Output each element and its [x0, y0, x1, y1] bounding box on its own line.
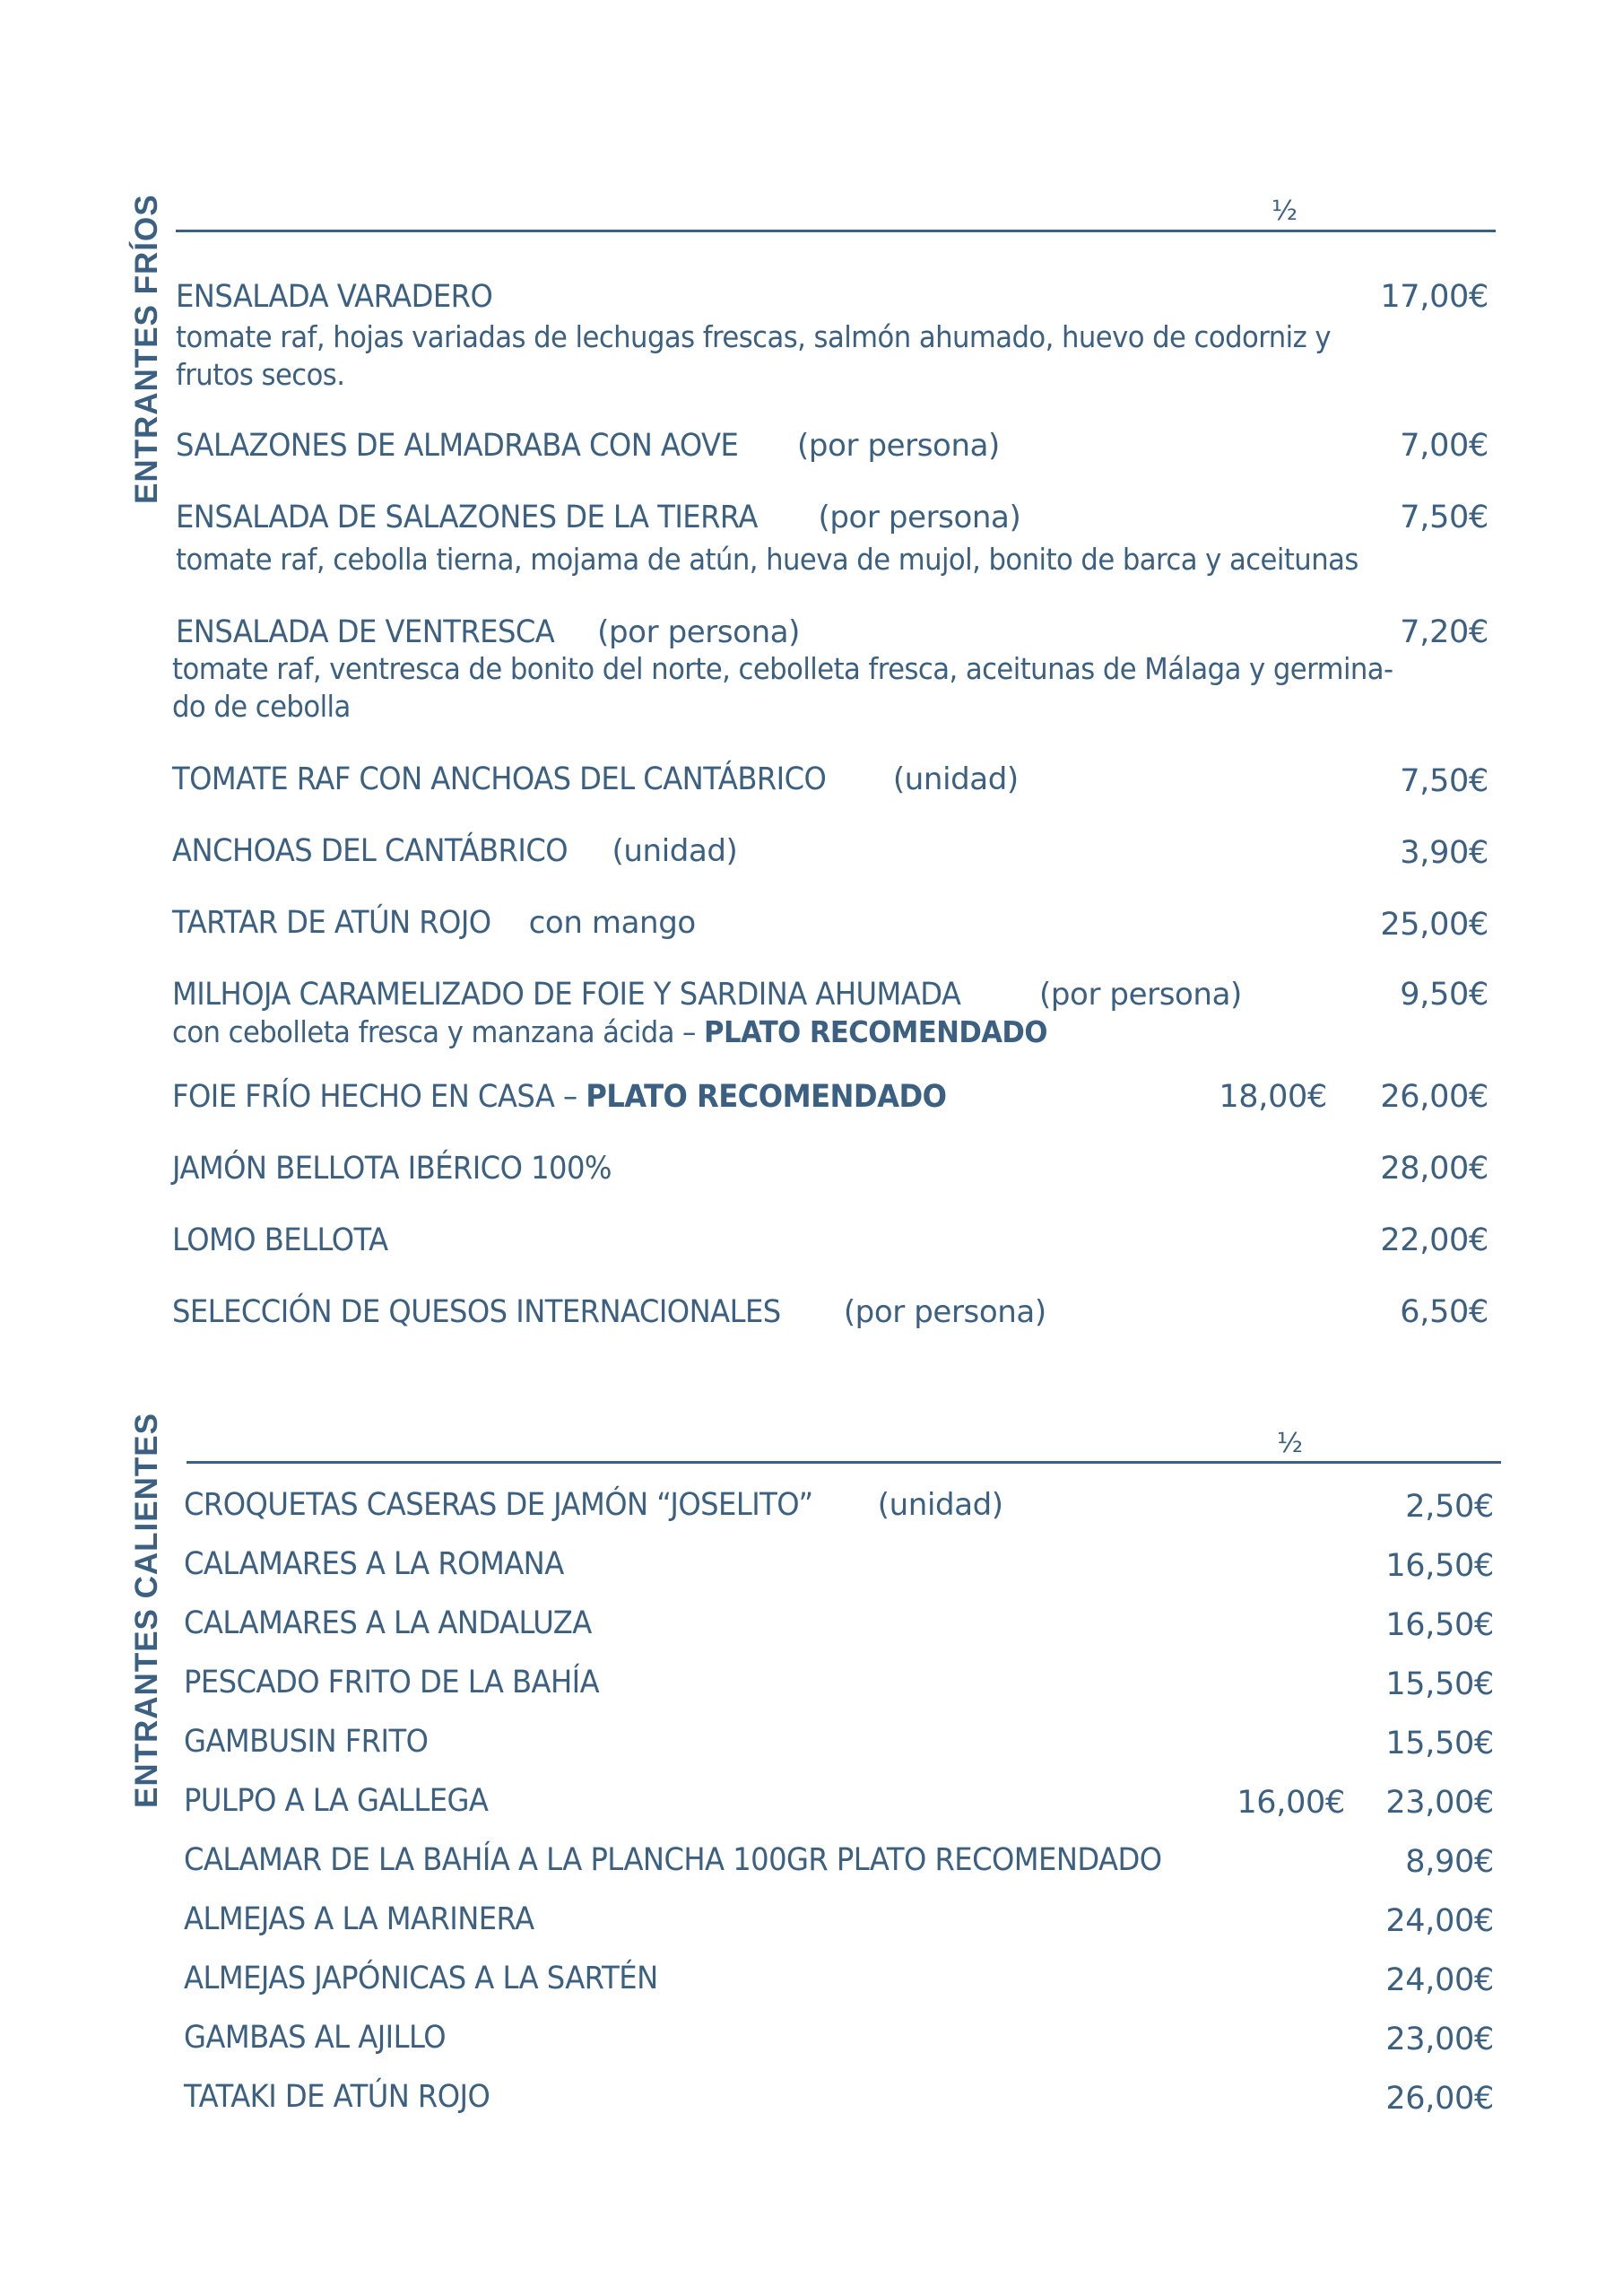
- menu-item-description: do de cebolla: [172, 689, 351, 724]
- menu-item-text: ENSALADA VARADERO: [176, 279, 493, 315]
- menu-item-name: [172, 977, 1242, 1013]
- menu-item-text: CALAMARES A LA ROMANA: [184, 1546, 564, 1582]
- menu-item-text: FOIE FRÍO HECHO EN CASA –: [172, 1079, 577, 1115]
- menu-item-name: [184, 1783, 515, 1819]
- menu-item-price: 24,00€: [1385, 1903, 1494, 1939]
- section-title-calientes: ENTRANTES CALIENTES: [129, 1413, 164, 1808]
- menu-item-text: ANCHOAS DEL CANTÁBRICO: [172, 833, 568, 869]
- menu-item-name: [184, 1901, 565, 1937]
- menu-item-name: [172, 761, 1019, 797]
- menu-item-price: 8,90€: [1405, 1844, 1494, 1880]
- menu-item-text: PESCADO FRITO DE LA BAHÍA: [184, 1665, 600, 1700]
- menu-item-text: TOMATE RAF CON ANCHOAS DEL CANTÁBRICO: [172, 761, 827, 797]
- menu-item-text: GAMBUSIN FRITO: [184, 1724, 429, 1760]
- menu-item-text: MILHOJA CARAMELIZADO DE FOIE Y SARDINA AHUMADA: [172, 977, 961, 1013]
- menu-item-name: [172, 1222, 407, 1258]
- menu-item-price: 23,00€: [1385, 2022, 1494, 2057]
- menu-item-text: ALMEJAS JAPÓNICAS A LA SARTÉN: [184, 1961, 658, 1996]
- menu-item-name: [172, 1079, 1014, 1115]
- menu-item-description: tomate raf, cebolla tierna, mojama de atún, hueva de mujol, bonito de barca y aceitunas: [176, 542, 1358, 577]
- menu-item-text: PULPO A LA GALLEGA: [184, 1783, 489, 1819]
- menu-item-name: [184, 1605, 627, 1641]
- menu-item-text: CALAMAR DE LA BAHÍA A LA PLANCHA 100GR PLATO RECOMENDADO: [184, 1842, 1162, 1878]
- menu-item-price: 2,50€: [1405, 1489, 1494, 1525]
- menu-item-half-price: 16,00€: [1237, 1785, 1345, 1821]
- menu-item-text: (por persona): [1039, 977, 1242, 1013]
- menu-item-description: [172, 1013, 1047, 1051]
- menu-item-description: tomate raf, hojas variadas de lechugas frescas, salmón ahumado, huevo de codorniz y: [176, 319, 1331, 354]
- menu-item-price: 6,50€: [1400, 1294, 1488, 1330]
- menu-item-text: (unidad): [877, 1487, 1003, 1523]
- menu-item-price: 16,50€: [1385, 1548, 1494, 1584]
- menu-item-text: (por persona): [597, 614, 801, 650]
- half-portion-header: ½: [1271, 196, 1298, 227]
- menu-item-name: [176, 428, 1000, 464]
- menu-item-name: [172, 905, 696, 941]
- menu-item-text: (unidad): [612, 833, 738, 869]
- menu-item-text: ALMEJAS A LA MARINERA: [184, 1901, 534, 1937]
- menu-item-text: ENSALADA DE VENTRESCA: [176, 614, 555, 650]
- menu-item-text: GAMBAS AL AJILLO: [184, 2020, 447, 2056]
- menu-item-price: 24,00€: [1385, 1962, 1494, 1998]
- menu-item-description: frutos secos.: [176, 357, 345, 392]
- menu-item-name: [184, 1842, 1246, 1878]
- menu-item-price: 22,00€: [1380, 1222, 1488, 1258]
- menu-item-description: tomate raf, ventresca de bonito del norte, cebolleta fresca, aceitunas de Málaga y germina-: [172, 651, 1393, 686]
- menu-item-text: CALAMARES A LA ANDALUZA: [184, 1605, 592, 1641]
- recommended-badge: PLATO RECOMENDADO: [704, 1014, 1047, 1049]
- menu-item-name: [176, 500, 1020, 535]
- menu-item-name: [184, 2020, 468, 2056]
- menu-item-text: CROQUETAS CASERAS DE JAMÓN “JOSELITO”: [184, 1487, 813, 1523]
- menu-item-price: 16,50€: [1385, 1607, 1494, 1643]
- menu-item-price: 26,00€: [1380, 1079, 1488, 1115]
- section-divider: [187, 1461, 1501, 1464]
- menu-item-price: 17,00€: [1380, 279, 1488, 315]
- menu-item-name: [184, 2079, 516, 2115]
- menu-item-text: (unidad): [892, 761, 1019, 797]
- menu-item-text: con cebolleta fresca y manzana ácida –: [172, 1014, 696, 1049]
- menu-item-price: 7,50€: [1400, 500, 1488, 535]
- menu-item-name: [184, 1665, 635, 1700]
- menu-item-text: LOMO BELLOTA: [172, 1222, 388, 1258]
- menu-item-text: con mango: [528, 905, 696, 941]
- menu-item-text: (por persona): [843, 1294, 1046, 1330]
- menu-item-price: 25,00€: [1380, 907, 1488, 943]
- menu-item-text: TARTAR DE ATÚN ROJO: [172, 905, 491, 941]
- menu-item-text: JAMÓN BELLOTA IBÉRICO 100%: [172, 1151, 612, 1187]
- menu-item-text: (por persona): [797, 428, 1000, 464]
- menu-item-price: 15,50€: [1385, 1666, 1494, 1702]
- menu-item-name: [176, 279, 520, 315]
- menu-item-name: [172, 1294, 1046, 1330]
- menu-item-name: [176, 614, 800, 650]
- menu-item-price: 26,00€: [1385, 2081, 1494, 2117]
- menu-item-price: 7,50€: [1400, 763, 1488, 799]
- menu-item-text: SALAZONES DE ALMADRABA CON AOVE: [176, 428, 739, 464]
- menu-item-name: [184, 1546, 597, 1582]
- menu-item-price: 7,00€: [1400, 428, 1488, 464]
- menu-item-name: [184, 1724, 449, 1760]
- menu-item-text: (por persona): [818, 500, 1021, 535]
- menu-item-name: [184, 1487, 1003, 1523]
- menu-item-name: [172, 833, 737, 869]
- menu-item-price: 9,50€: [1400, 977, 1488, 1013]
- menu-item-text: TATAKI DE ATÚN ROJO: [184, 2079, 490, 2115]
- menu-item-name: [172, 1151, 650, 1187]
- menu-item-price: 23,00€: [1385, 1785, 1494, 1821]
- menu-item-price: 28,00€: [1380, 1151, 1488, 1187]
- menu-item-price: 7,20€: [1400, 614, 1488, 650]
- menu-item-text: ENSALADA DE SALAZONES DE LA TIERRA: [176, 500, 758, 535]
- section-divider: [176, 230, 1496, 232]
- menu-item-price: 15,50€: [1385, 1726, 1494, 1761]
- menu-item-half-price: 18,00€: [1219, 1079, 1327, 1115]
- menu-item-text: [172, 1079, 946, 1115]
- menu-item-text: SELECCIÓN DE QUESOS INTERNACIONALES: [172, 1294, 781, 1330]
- menu-item-name: [184, 1961, 699, 1996]
- section-title-frios: ENTRANTES FRÍOS: [129, 194, 164, 504]
- recommended-badge: PLATO RECOMENDADO: [586, 1079, 947, 1115]
- half-portion-header: ½: [1277, 1428, 1304, 1459]
- menu-item-price: 3,90€: [1400, 835, 1488, 871]
